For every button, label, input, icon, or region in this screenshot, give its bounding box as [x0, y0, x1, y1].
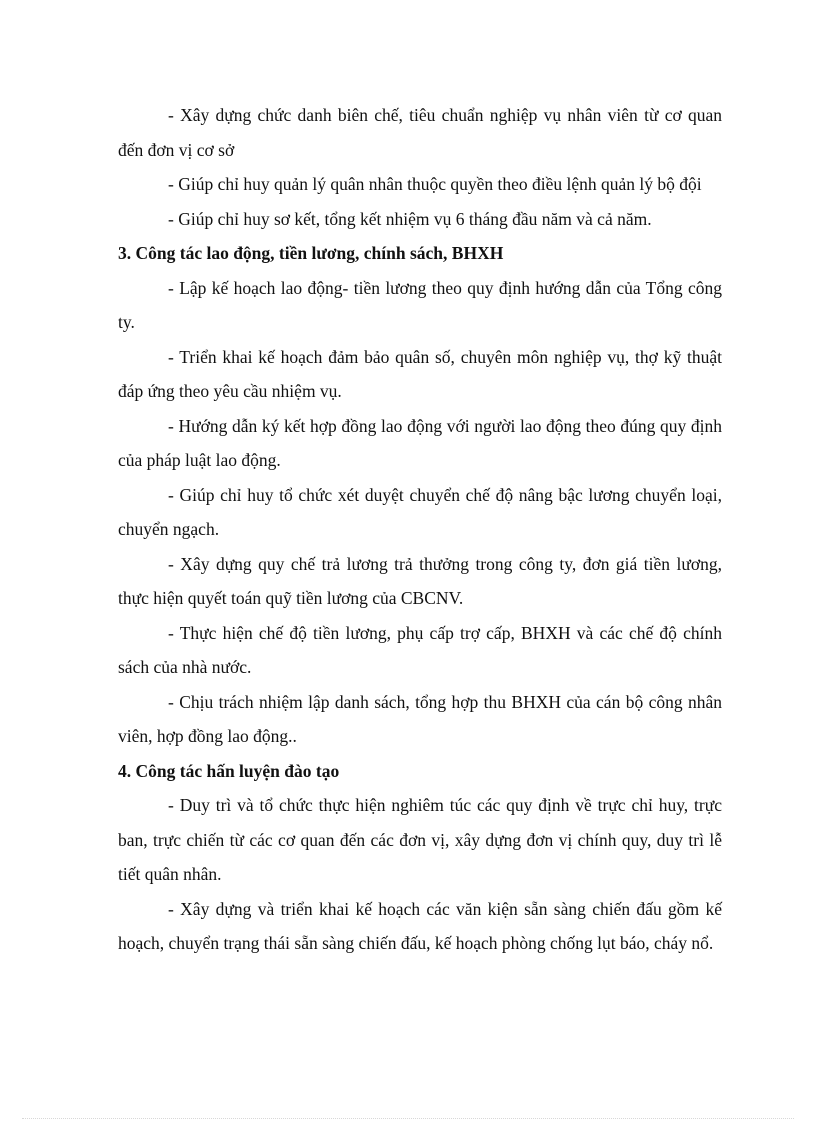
section-heading-3: 3. Công tác lao động, tiền lương, chính sách, BHXH	[118, 243, 504, 263]
bullet-paragraph: - Lập kế hoạch lao động- tiền lương theo quy định hướng dẫn của Tổng công ty.	[118, 277, 722, 332]
bullet-paragraph: - Xây dựng quy chế trả lương trả thưởng trong công ty, đơn giá tiền lương, thực hiện quyết toán quỹ tiền lương của CBCNV.	[118, 553, 722, 608]
bullet-paragraph: - Giúp chỉ huy tổ chức xét duyệt chuyển chế độ nâng bậc lương chuyển loại, chuyển ngạch.	[118, 484, 722, 539]
section-heading-4: 4. Công tác hấn luyện đào tạo	[118, 760, 340, 781]
bullet-paragraph: - Giúp chỉ huy quản lý quân nhân thuộc quyền theo điều lệnh quản lý bộ đội	[168, 174, 702, 194]
bullet-paragraph: - Xây dựng chức danh biên chế, tiêu chuẩn nghiệp vụ nhân viên từ cơ quan đến đơn vị cơ sở	[118, 105, 722, 160]
bullet-paragraph: - Duy trì và tổ chức thực hiện nghiêm túc các quy định về trực chỉ huy, trực ban, trực chiến từ các cơ quan đến các đơn vị, xây dựng đơn vị chính quy, duy trì lễ tiết quân nhân.	[118, 795, 722, 884]
bullet-paragraph: - Chịu trách nhiệm lập danh sách, tổng hợp thu BHXH của cán bộ công nhân viên, hợp đồng lao động..	[118, 691, 722, 746]
bullet-paragraph: - Hướng dẫn ký kết hợp đồng lao động với người lao động theo đúng quy định của pháp luật lao động.	[118, 415, 722, 470]
document-body	[118, 98, 722, 961]
bullet-paragraph: - Triển khai kế hoạch đảm bảo quân số, chuyên môn nghiệp vụ, thợ kỹ thuật đáp ứng theo yêu cầu nhiệm vụ.	[118, 346, 722, 401]
bullet-paragraph: - Giúp chỉ huy sơ kết, tổng kết nhiệm vụ 6 tháng đầu năm và cả năm.	[168, 208, 652, 229]
bullet-paragraph: - Thực hiện chế độ tiền lương, phụ cấp trợ cấp, BHXH và các chế độ chính sách của nhà nước.	[118, 622, 722, 677]
page-bottom-divider	[22, 1118, 794, 1119]
bullet-paragraph: - Xây dựng và triển khai kế hoạch các văn kiện sẵn sàng chiến đấu gồm kế hoạch, chuyển trạng thái sẵn sàng chiến đấu, kế hoạch phòng chống lụt báo, cháy nổ.	[118, 898, 722, 953]
